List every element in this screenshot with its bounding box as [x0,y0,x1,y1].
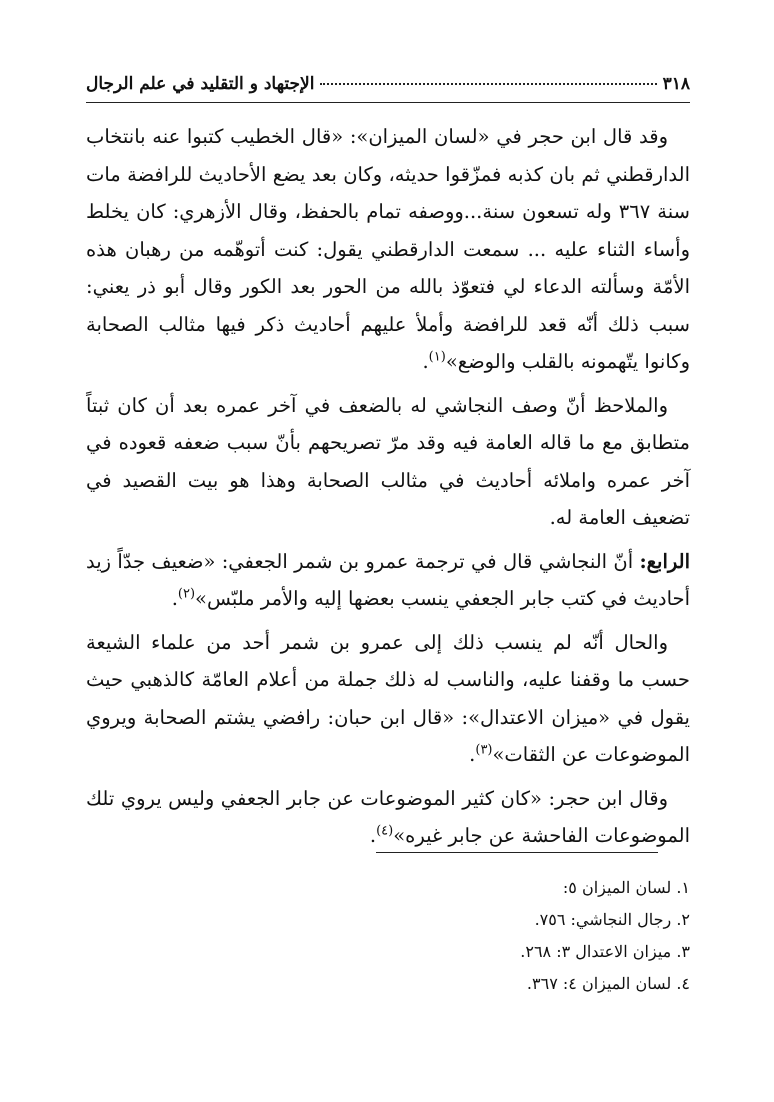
footnote: ٢. رجال النجاشي: ٧٥٦. [534,910,690,929]
footnote-ref: (٣) [475,742,493,758]
footnote-ref: (٢) [177,586,196,602]
header-leader-dots [320,83,656,85]
paragraph: والحال أنّه لم ينسب ذلك إلى عمرو بن شمر أحد من علماء الشيعة حسب ما وقفنا عليه، والناسب له ذلك جملة من أعلام العامّة كالذهبي حيث يقول في «ميزان الاعتدال»: «قال ابن حبان: رافضي يشتم الصحابة ويروي الموضوعات عن الثقات»$^{(٣)}$. [86,630,690,766]
paragraph: وقد قال ابن حجر في «لسان الميزان»: «قال الخطيب كتبوا عنه بانتخاب الدارقطني ثم بان كذبه فمزّقوا حديثه، وكان بعد يضع الأحاديث للرافضة مات سنة ٣٦٧ وله تسعون سنة...ووصفه تمام بالحفظ، وقال الأزهري: كان يخلط وأساء الثناء عليه ... سمعت الدارقطني يقول: كنت أتوهّمه من رهبان هذه الأمّة وسألته الدعاء لي فتعوّذ بالله من الحور بعد الكور وقال أبو ذر يعني: سبب ذلك أنّه قعد للرافضة وأملأ عليهم أحاديث ذكر فيها مثالب الصحابة وكانوا يتّهمونه بالقلب والوضع»$^{(١)}$. [86,125,690,373]
paragraph-lead: الرابع: [639,549,690,573]
footnote: ٣. ميزان الاعتدال ٣: ٢٦٨. [520,942,690,961]
footnotes [86,872,690,1000]
paragraph: الرابع: أنّ النجاشي قال في ترجمة عمرو بن شمر الجعفي: «ضعيف جدّاً زيد أحاديث في كتب جابر الجعفي ينسب بعضها إليه والأمر ملبّس»$^{(٢)}$. [86,549,690,610]
paragraph: والملاحظ أنّ وصف النجاشي له بالضعف في آخر عمره بعد أن كان ثبتاً متطابق مع ما قاله العامة فيه وقد مرّ تصريحهم بأنّ سبب ضعفه قعوده في آخر عمره واملائه أحاديث في مثالب الصحابة وهذا هو بيت القصيد في تضعيف العامة له. [86,393,690,529]
footnote-ref: (٤) [376,823,394,839]
running-header [86,74,690,94]
body-text [86,118,690,861]
footnote-ref: (١) [428,349,446,365]
footnote: ٤. لسان الميزان ٤: ٣٦٧. [526,974,690,993]
header-rule [86,102,690,103]
footnote: ١. لسان الميزان ٥: [562,878,690,897]
footnote-rule [376,852,658,853]
running-title: الإجتهاد و التقليد في علم الرجال [86,74,315,94]
page-number: ٣١٨ [662,74,690,94]
paragraph: وقال ابن حجر: «كان كثير الموضوعات عن جابر الجعفي وليس يروي تلك الموضوعات الفاحشة عن جابر غيره»$^{(٤)}$. [86,786,690,847]
